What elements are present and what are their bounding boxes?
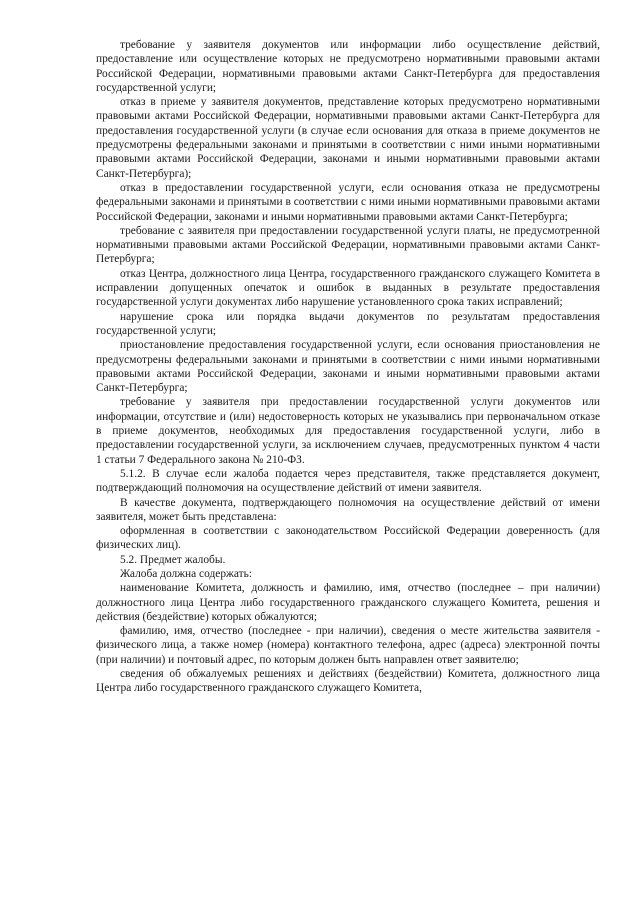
- paragraph: 5.1.2. В случае если жалоба подается через представителя, также представляется документ, подтверждающий полномочия на осуществление действий от имени заявителя.: [96, 467, 600, 495]
- paragraph: фамилию, имя, отчество (последнее - при наличии), сведения о месте жительства заявителя - физического лица, а также номер (номера) контактного телефона, адрес (адреса) электронной почты (при наличии) и почтовый адрес, по которым должен быть направлен ответ заявителю;: [96, 625, 600, 666]
- paragraph: отказ Центра, должностного лица Центра, государственного гражданского служащего Комитета в исправлении допущенных опечаток и ошибок в выданных в результате предоставления государственной услуги документах либо нарушение установленного срока таких исправлений;: [96, 267, 600, 309]
- paragraph: наименование Комитета, должность и фамилию, имя, отчество (последнее – при наличии) должностного лица Центра либо государственного гражданского служащего Комитета, решения и действия (бездействие) которых обжалуются;: [96, 582, 600, 623]
- paragraph: В качестве документа, подтверждающего полномочия на осуществление действий от имени заявителя, может быть представлена:: [96, 496, 600, 523]
- paragraph: оформленная в соответствии с законодательством Российской Федерации доверенность (для физических лиц).: [96, 525, 600, 552]
- paragraph: требование у заявителя документов или информации либо осуществление действий, предоставление или осуществление которых не предусмотрено нормативными правовыми актами Российской Федерации, нормативными правовыми актами Санкт-Петербурга для предоставления государственной услуги;: [96, 39, 600, 94]
- document-page: [96, 38, 600, 696]
- paragraph: приостановление предоставления государственной услуги, если основания приостановления не предусмотрены федеральными законами и принятыми в соответствии с ними иными нормативными правовыми актами Российской Федерации, законами и иными нормативными правовыми актами Санкт-Петербурга;: [96, 339, 600, 395]
- paragraph: нарушение срока или порядка выдачи документов по результатам предоставления государственной услуги;: [96, 310, 600, 337]
- paragraph: отказ в приеме у заявителя документов, представление которых предусмотрено нормативными правовыми актами Российской Федерации, нормативными правовыми актами Санкт-Петербурга для предоставления государственной услуги (в случае если основания для отказа в приеме документов не предусмотрены федеральными законами и принятыми в соответствии с ними иными нормативными правовыми актами Российской Федерации, законами и иными нормативными правовыми актами Санкт-Петербурга);: [96, 96, 600, 180]
- paragraph: требование с заявителя при предоставлении государственной услуги платы, не предусмотренной нормативными правовыми актами Российской Федерации, нормативными правовыми актами Санкт-Петербурга;: [96, 224, 600, 266]
- paragraph: сведения об обжалуемых решениях и действиях (бездействии) Комитета, должностного лица Центра либо государственного гражданского служащего Комитета,: [96, 668, 600, 695]
- section-heading: 5.2. Предмет жалобы.: [120, 553, 226, 566]
- paragraph: Жалоба должна содержать:: [120, 567, 252, 580]
- paragraph: требование у заявителя при предоставлении государственной услуги документов или информации, отсутствие и (или) недостоверность которых не указывались при первоначальном отказе в приеме документов, необходимых для предоставления государственной услуги, либо в предоставлении государственной услуги, за исключением случаев, предусмотренных пунктом 4 части 1 статьи 7 Федерального закона № 210-ФЗ.: [96, 396, 600, 466]
- paragraph: отказ в предоставлении государственной услуги, если основания отказа не предусмотрены федеральными законами и принятыми в соответствии с ними иными нормативными правовыми актами Российской Федерации, законами и иными нормативными правовыми актами Санкт-Петербурга;: [96, 181, 600, 223]
